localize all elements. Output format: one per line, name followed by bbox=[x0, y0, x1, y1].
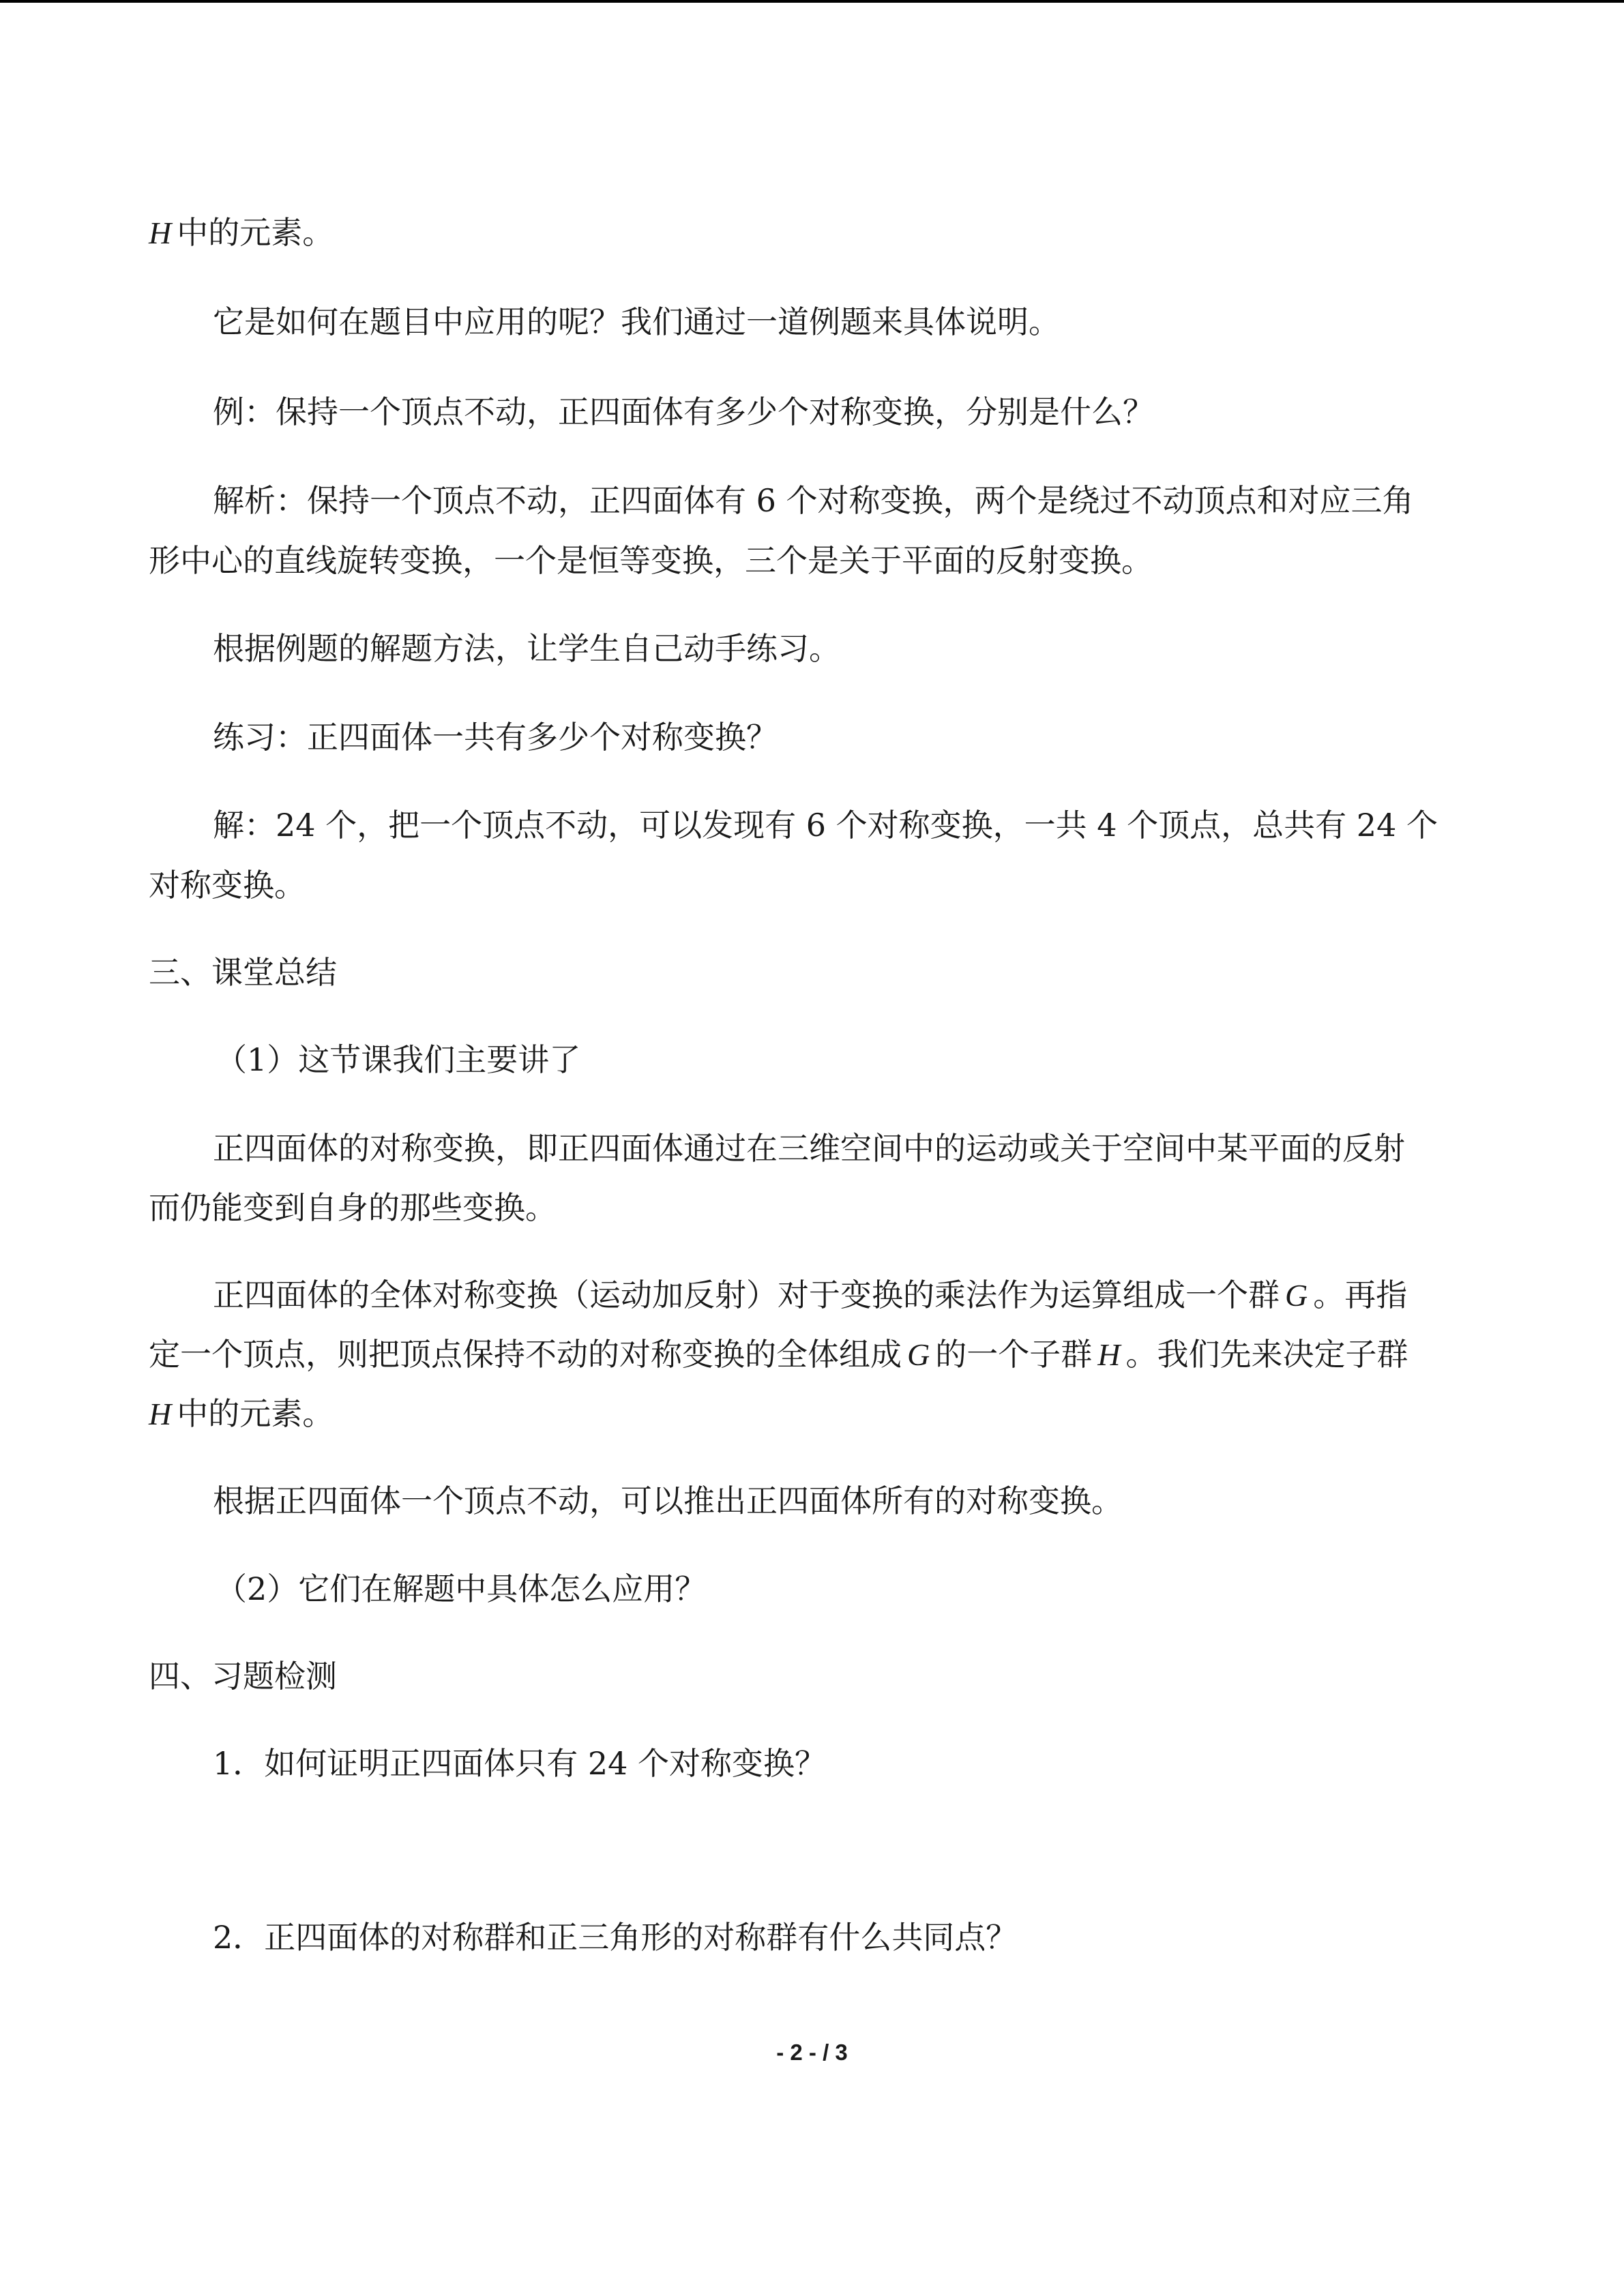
summary-paragraph-2-line-3: H 中的元素。 bbox=[149, 1395, 334, 1432]
summary-paragraph-3: 根据正四面体一个顶点不动，可以推出正四面体所有的对称变换。 bbox=[213, 1482, 1123, 1519]
practice-question: 练习：正四面体一共有多少个对称变换？ bbox=[213, 719, 778, 756]
summary-point-1: （1）这节课我们主要讲了 bbox=[216, 1041, 581, 1078]
variable-h: H bbox=[149, 215, 172, 250]
variable-h: H bbox=[149, 1397, 172, 1431]
section-heading-summary: 三、课堂总结 bbox=[149, 954, 337, 991]
summary-paragraph-2-line-1: 正四面体的全体对称变换（运动加反射）对于变换的乘法作为运算组成一个群 G 。再指 bbox=[213, 1277, 1408, 1313]
summary-paragraph-1-line-2: 而仍能变到自身的那些变换。 bbox=[149, 1189, 557, 1226]
example-solution-line-2: 形中心的直线旋转变换，一个是恒等变换，三个是关于平面的反射变换。 bbox=[149, 542, 1153, 579]
summary-paragraph-2-line-2: 定一个顶点，则把顶点保持不动的对称变换的全体组成 G 的一个子群 H 。我们先来决定子群 bbox=[149, 1336, 1408, 1373]
exercise-2: 2．正四面体的对称群和正三角形的对称群有什么共同点？ bbox=[213, 1919, 1018, 1956]
summary-paragraph-1-line-1: 正四面体的对称变换，即正四面体通过在三维空间中的运动或关于空间中某平面的反射 bbox=[213, 1130, 1405, 1167]
paragraph-intro-example: 它是如何在题目中应用的呢？我们通过一道例题来具体说明。 bbox=[213, 303, 1060, 340]
example-question: 例：保持一个顶点不动，正四面体有多少个对称变换，分别是什么？ bbox=[213, 393, 1154, 430]
text-line-continuation: H 中的元素。 bbox=[149, 214, 334, 251]
exercise-1: 1．如何证明正四面体只有 24 个对称变换？ bbox=[213, 1745, 827, 1782]
variable-h: H bbox=[1097, 1337, 1121, 1372]
variable-g: G bbox=[1285, 1278, 1308, 1313]
summary-point-2: （2）它们在解题中具体怎么应用？ bbox=[216, 1570, 707, 1607]
example-solution-line-1: 解析：保持一个顶点不动，正四面体有 6 个对称变换，两个是绕过不动顶点和对应三角 bbox=[213, 482, 1414, 519]
practice-answer-line-2: 对称变换。 bbox=[149, 867, 306, 904]
section-heading-exercises: 四、习题检测 bbox=[149, 1658, 337, 1695]
practice-answer-line-1: 解：24 个，把一个顶点不动，可以发现有 6 个对称变换，一共 4 个顶点，总共有 24 个 bbox=[213, 807, 1438, 844]
practice-intro: 根据例题的解题方法，让学生自己动手练习。 bbox=[213, 630, 840, 667]
variable-g: G bbox=[907, 1337, 930, 1372]
page-number-footer: - 2 - / 3 bbox=[776, 2040, 848, 2065]
